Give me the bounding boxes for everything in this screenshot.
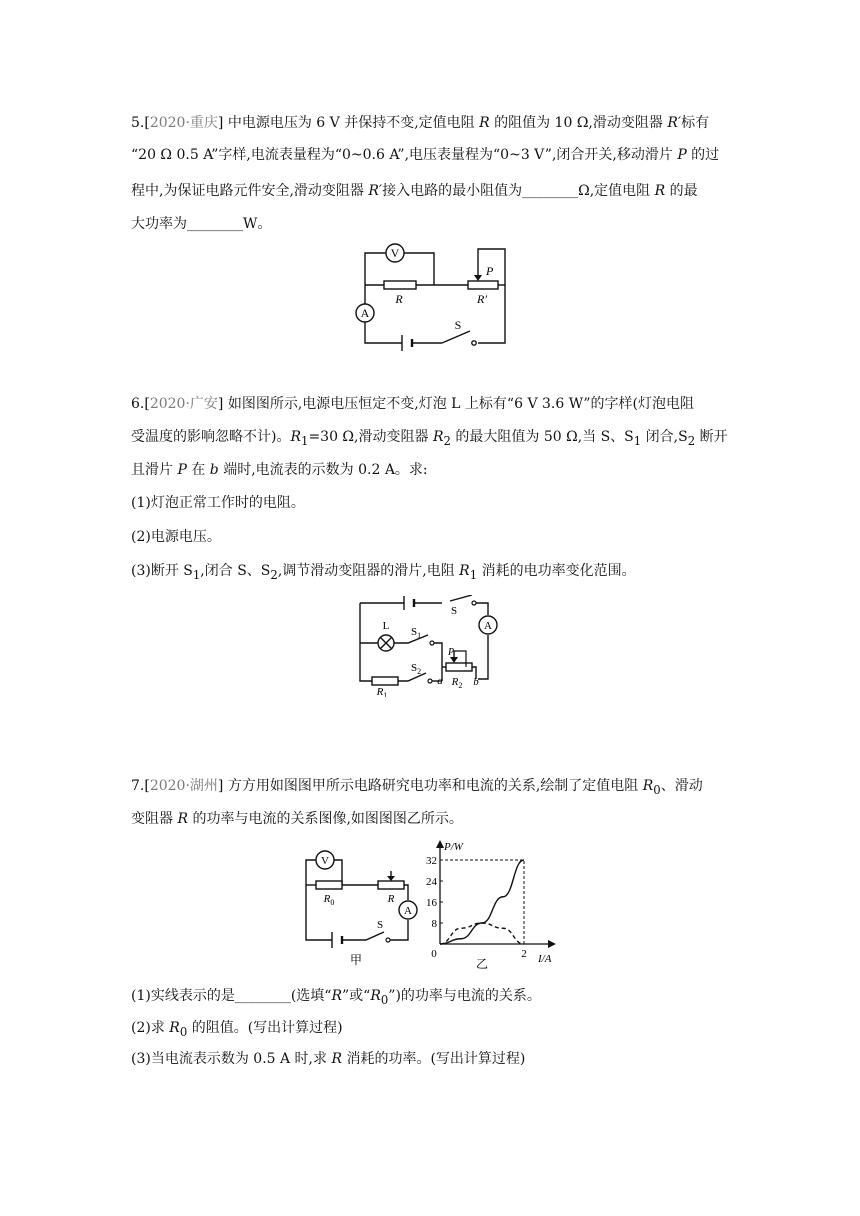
q5-line-3: 程中,为保证电路元件安全,滑动变阻器 R′接入电路的最小阻值为________Ω,定值电阻 R 的最 bbox=[131, 183, 698, 199]
q5-line-1: 5.[2020·重庆] 中电源电压为 6 V 并保持不变,定值电阻 R 的阻值为 10 Ω,滑动变阻器 R′标有 bbox=[131, 115, 710, 131]
rheostat-label: R′ bbox=[477, 292, 487, 306]
rheostat-r2-symbol bbox=[446, 663, 472, 671]
switch-main-label: S bbox=[450, 605, 458, 617]
q5-circuit-diagram bbox=[350, 235, 520, 353]
voltmeter-label: V bbox=[390, 246, 400, 260]
q7-source: 2020·湖州 bbox=[149, 778, 218, 794]
solid-series-line bbox=[440, 860, 524, 944]
q6-line-2: 受温度的影响忽略不计)。$R_1=30$ Ω,滑动变阻器 $R_2$ 的最大阻值为 50 Ω,当 S、$S_1$ 闭合$,S_2$ 断开 bbox=[131, 429, 728, 448]
switch-label: S bbox=[376, 919, 384, 931]
q6-sub-2: (2)电源电压。 bbox=[131, 529, 221, 545]
x-tick-label: 2 bbox=[521, 948, 527, 960]
ammeter-label: A bbox=[404, 905, 412, 917]
rheostat-symbol bbox=[378, 881, 404, 889]
q7-sub-2: (2)求 $R_0$ 的阻值。(写出计算过程) bbox=[131, 1020, 343, 1039]
q7-sub-1: (1)实线表示的是________(选填“R”或“$R_0$”)的功率与电流的关系。 bbox=[131, 988, 541, 1007]
y-axis-label: P/W bbox=[444, 841, 463, 853]
y-tick-label: 16 bbox=[426, 897, 437, 909]
q6-line-1: 6.[2020·广安] 如图图所示,电源电压恒定不变,灯泡 L 上标有“6 V 3.6 W”的字样(灯泡电阻 bbox=[131, 396, 694, 412]
y-axis-arrow-icon bbox=[436, 840, 444, 848]
y-tick-label: 24 bbox=[426, 876, 437, 888]
slider-arrow-icon bbox=[387, 876, 395, 881]
x-axis-label: I/A bbox=[538, 953, 552, 965]
q7-power-current-chart bbox=[420, 838, 560, 972]
y-tick-label: 32 bbox=[426, 855, 437, 867]
q5-line-2: “20 Ω 0.5 A”字样,电流表量程为“0~0.6 A”,电压表量程为“0~3 V”,闭合开关,移动滑片 P 的过 bbox=[131, 147, 720, 163]
q6-sub-1: (1)灯泡正常工作时的电阻。 bbox=[131, 495, 305, 511]
resistor-r0-symbol bbox=[316, 881, 342, 889]
q7-line-2: 变阻器 R 的功率与电流的关系图像,如图图图乙所示。 bbox=[131, 811, 463, 827]
r0-label: $R_0$ bbox=[323, 893, 335, 907]
slider-arrow-icon bbox=[474, 275, 482, 281]
end-a-label: a bbox=[437, 675, 443, 687]
slider-label: P bbox=[448, 647, 455, 658]
resistor-R-symbol bbox=[384, 281, 416, 289]
ammeter-label: A bbox=[484, 620, 492, 632]
y-tick-label: 8 bbox=[431, 918, 437, 930]
x-axis-arrow-icon bbox=[548, 940, 556, 948]
q6-line-3: 且滑片 P 在 b 端时,电流表的示数为 0.2 A。求: bbox=[131, 462, 428, 478]
resistor-r1-symbol bbox=[372, 677, 398, 685]
max-guide-lines bbox=[440, 860, 524, 944]
q6-circuit-diagram bbox=[350, 595, 510, 697]
q5-line-4: 大功率为________W。 bbox=[131, 216, 272, 232]
voltmeter-label: V bbox=[321, 855, 329, 867]
x-tick-label: 0 bbox=[431, 948, 437, 960]
ammeter-label: A bbox=[360, 306, 370, 320]
rheostat-symbol bbox=[468, 281, 498, 289]
switch-2-label: $S_2$ bbox=[410, 662, 422, 676]
q6-sub-3: (3)断开 $S_1$,闭合 S、$S_2$,调节滑动变阻器的滑片,电阻 $R_1$ 消耗的电功率变化范围。 bbox=[131, 563, 636, 582]
slider-label: P bbox=[486, 264, 494, 278]
rheo-label: R bbox=[387, 893, 395, 905]
q7-line-1: 7.[2020·湖州] 方方用如图图甲所示电路研究电功率和电流的关系,绘制了定值电阻 $R_0$、滑动 bbox=[131, 778, 703, 797]
r1-label: $R_1$ bbox=[376, 686, 388, 697]
q5-source: 2020·重庆 bbox=[149, 115, 218, 131]
fig-caption-jia: 甲 bbox=[349, 953, 363, 967]
lamp-label: L bbox=[382, 620, 390, 632]
fig-caption-yi: 乙 bbox=[475, 957, 489, 971]
switch-label: S bbox=[454, 318, 462, 332]
q6-source: 2020·广安 bbox=[149, 396, 218, 412]
resistor-label: R bbox=[395, 292, 403, 306]
q7-sub-3: (3)当电流表示数为 0.5 A 时,求 R 消耗的功率。(写出计算过程) bbox=[131, 1051, 526, 1067]
r2-label: $R_2$ bbox=[451, 676, 463, 690]
end-b-label: b bbox=[473, 676, 479, 688]
q7-circuit-diagram-jia bbox=[296, 846, 424, 970]
switch-1-label: $S_1$ bbox=[410, 626, 422, 640]
